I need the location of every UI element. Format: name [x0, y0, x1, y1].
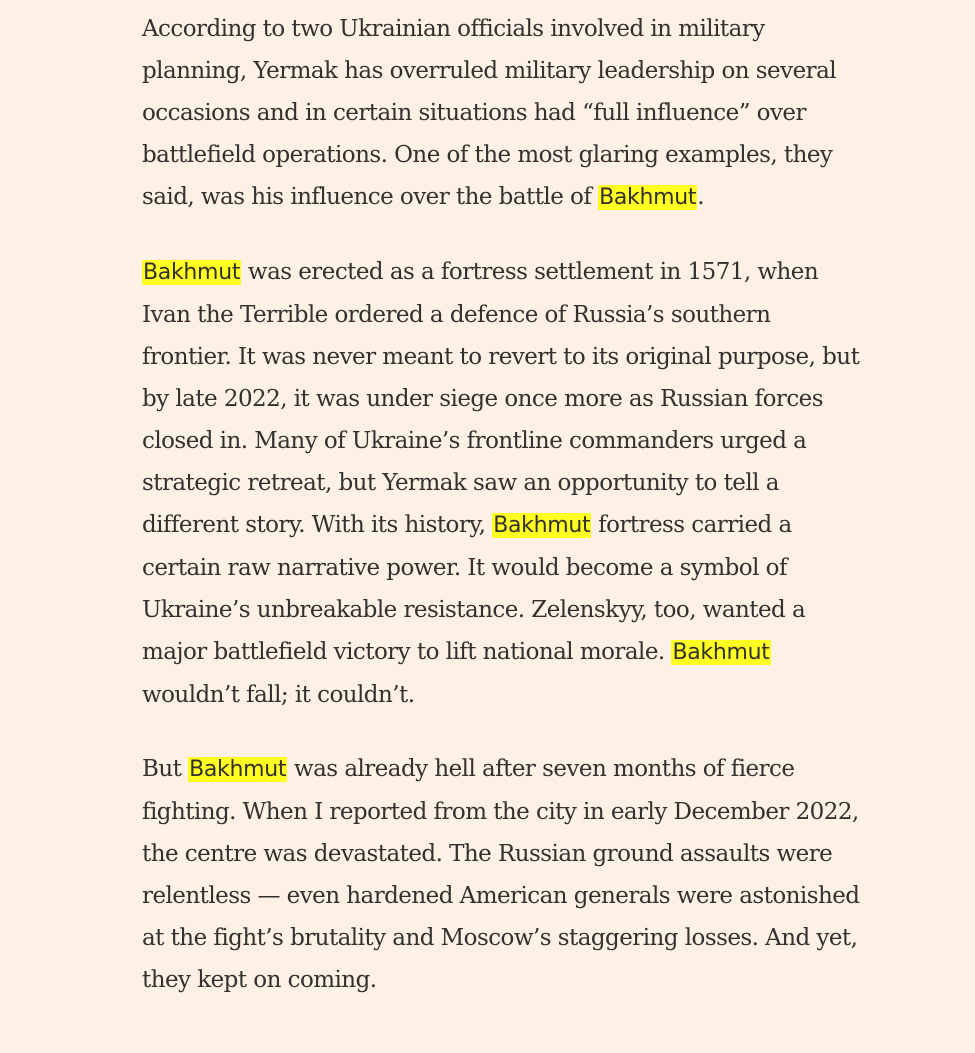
article-body	[142, 8, 862, 1033]
text-run: fortress carried a certain raw narrative power. It would become a symbol of Ukraine’s unbreakable resistance. Zelenskyy, too, wanted a major battlefield victory to lift national morale.	[142, 512, 806, 665]
highlighted-term: Bakhmut	[189, 757, 287, 782]
text-run: .	[697, 184, 704, 210]
highlighted-term: Bakhmut	[493, 513, 591, 538]
text-run: wouldn’t fall; it couldn’t.	[142, 682, 415, 708]
text-run: was erected as a fortress settlement in 1571, when Ivan the Terrible ordered a defence of Russia’s southern frontier. It was never meant to revert to its original purpose, but by late 2022, it was under siege once more as Russian forces closed in. Many of Ukraine’s frontline commanders urged a strategic retreat, but Yermak saw an opportunity to tell a different story. With its history,	[142, 259, 860, 538]
paragraph-2	[142, 251, 862, 716]
text-run: According to two Ukrainian officials involved in military planning, Yermak has overruled military leadership on several occasions and in certain situations had “full influence” over battlefield operations. One of the most glaring examples, they said, was his influence over the battle of	[142, 16, 837, 210]
paragraph-1	[142, 8, 862, 219]
highlighted-term: Bakhmut	[143, 260, 241, 285]
paragraph-3	[142, 748, 862, 1001]
highlighted-term: Bakhmut	[672, 640, 770, 665]
highlighted-term: Bakhmut	[599, 185, 697, 210]
text-run: was already hell after seven months of fierce fighting. When I reported from the city in early December 2022, the centre was devastated. The Russian ground assaults were relentless — even hardened American generals were astonished at the fight’s brutality and Moscow’s staggering losses. And yet, they kept on coming.	[142, 756, 860, 993]
text-run: But	[142, 756, 189, 782]
